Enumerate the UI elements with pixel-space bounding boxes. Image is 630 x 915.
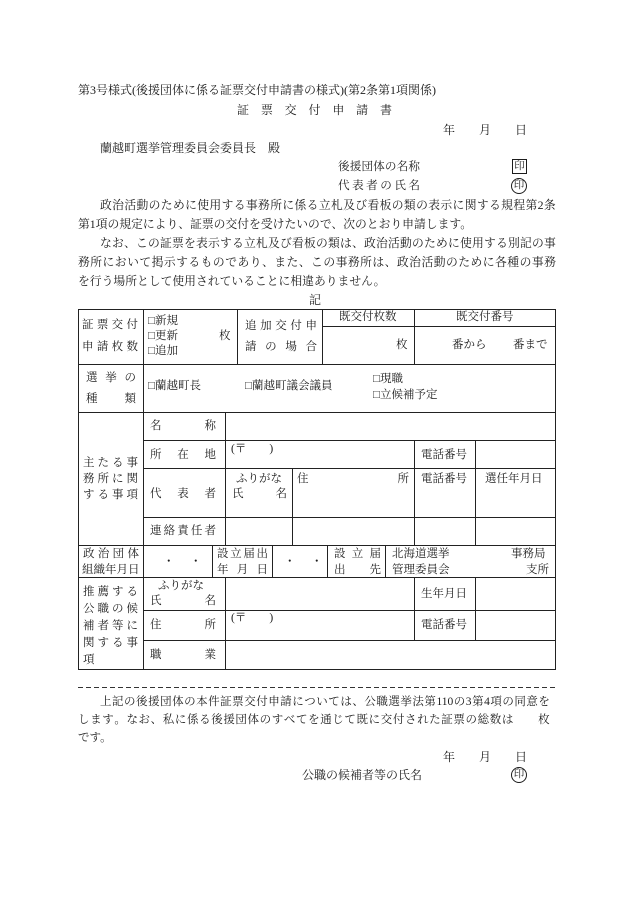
candidate-group-label: 項 <box>83 654 95 666</box>
consent-date: 年 月 日 <box>443 750 528 764</box>
issued-count-header: 既交付枚数 <box>339 311 397 323</box>
office-group-label: 務 所 に 関 <box>83 473 138 485</box>
org-founded-label-2: 組織年月日 <box>82 564 140 576</box>
rep-furigana-label: ふりがな <box>236 473 282 485</box>
candidate-group-label: 補 者 等 に <box>83 620 138 632</box>
statement-line: を行う場所として使用されていることに相違ありません。 <box>78 274 386 288</box>
consent-line: です。 <box>78 732 112 744</box>
rep-phone-label: 電話番号 <box>421 473 467 485</box>
additional-label-1: 追 加 交 付 申 <box>245 320 317 332</box>
statement-line: な お 、 こ の 証 票 を 表 示 す る 立 札 及 び 看 板 の 類 は 、 政 治 活 動 の た め に 使 用 す る 別 記 の 事 <box>100 236 556 250</box>
election-type-label-1: 選 挙 の <box>86 372 136 384</box>
form-heading: 第3号様式(後援団体に係る証票交付申請書の様式)(第2条第1項関係) <box>78 83 436 97</box>
filed-date-dots: ・ ・ <box>284 556 325 568</box>
candidate-phone-label: 電話番号 <box>421 619 467 631</box>
candidate-group-label: 関 す る 事 <box>83 637 138 649</box>
renew-unit: 枚 <box>219 330 231 342</box>
candidate-occupation-label: 職 業 <box>150 649 216 661</box>
seal-mark-org: 印 <box>512 159 527 174</box>
additional-label-2: 請 の 場 合 <box>245 341 317 353</box>
addressee: 蘭越町選挙管理委員会委員長 殿 <box>100 141 281 155</box>
issued-count-unit: 枚 <box>396 339 408 351</box>
consent-line: 上 記 の 後 援 団 体 の 本 件 証 票 交 付 申 請 に つ い て は 、 公 職 選 挙 法 第 110 の 3 第 4 項 の 同 意 を <box>100 696 550 708</box>
election-type-label-2: 種 類 <box>86 393 136 405</box>
candidate-name-label: 氏 名 <box>150 595 216 607</box>
seal-mark-rep: 印 <box>511 178 527 194</box>
office-group-label: 主 た る 事 <box>83 457 138 469</box>
rep-address-label: 住 所 <box>297 473 409 485</box>
contact-person-label: 連 絡 責 任 者 <box>150 525 216 537</box>
option-incumbent: □現職 <box>373 373 403 385</box>
option-planned-candidate: □立候補予定 <box>373 389 438 401</box>
number-to: 番まで <box>513 339 548 351</box>
statement-line: 務 所 に お い て 掲 示 す る も の で あ り 、 ま た 、 こ の 事 務 所 は 、 政 治 活 動 の た め に 各 種 の 事 務 <box>78 255 556 269</box>
authority-name-1: 北海道選挙 <box>392 548 450 560</box>
option-council: □蘭越町議会議員 <box>245 380 333 392</box>
ki-heading: 記 <box>309 293 322 307</box>
bureau-label: 事務局 <box>511 548 546 560</box>
candidate-signature-label: 公職の候補者等の氏名 <box>302 768 423 782</box>
office-name-label: 名 称 <box>150 420 216 432</box>
option-new: □新規 <box>148 315 178 327</box>
org-founded-label-1: 政 治 団 体 <box>83 548 139 560</box>
candidate-furigana-label: ふりがな <box>158 580 204 592</box>
statement-line: 政 治 活 動 の た め に 使 用 す る 事 務 所 に 係 る 立 札 及 び 看 板 の 類 の 表 示 に 関 す る 規 程 第 2 条 <box>100 198 556 212</box>
candidate-birth-date-label: 生年月日 <box>421 588 467 600</box>
document-title: 証 票 交 付 申 請 書 <box>237 103 392 117</box>
org-founded-date-dots: ・ ・ <box>163 556 204 568</box>
issue-count-label-2: 申 請 枚 数 <box>82 341 138 353</box>
office-group-label: す る 事 項 <box>83 489 138 501</box>
number-from: 番から <box>452 339 487 351</box>
office-phone-label: 電話番号 <box>421 449 467 461</box>
rep-person-name-label: 氏 名 <box>232 488 287 500</box>
filed-to-label-2: 出 先 <box>334 564 381 576</box>
issue-count-label-1: 証 票 交 付 <box>82 319 138 331</box>
statement-line: 第1項の規定により、証票の交付を受けたいので、次のとおり申請します。 <box>78 217 473 231</box>
rep-name-label: 代 表 者 の 氏 名 <box>338 179 420 192</box>
filed-date-label-1: 設 立 届 出 <box>217 548 268 560</box>
candidate-group-label: 推 薦 す る <box>83 586 138 598</box>
appointed-date-label: 選任年月日 <box>485 473 543 485</box>
branch-label: 支所 <box>526 564 549 576</box>
issued-number-header: 既交付番号 <box>456 311 514 323</box>
office-address-label: 所 在 地 <box>150 449 216 461</box>
seal-mark-candidate: 印 <box>511 767 527 783</box>
option-renew: □更新 <box>148 330 178 342</box>
authority-name-2: 管理委員会 <box>392 564 450 576</box>
office-postal-mark: (〒 ) <box>231 443 274 455</box>
representative-label: 代 表 者 <box>150 488 216 500</box>
filed-to-label-1: 設 立 届 <box>334 548 381 560</box>
org-name-label: 後 援 団 体 の 名 称 <box>338 160 420 173</box>
consent-line: し ま す 。 な お 、 私 に 係 る 後 援 団 体 の す べ て を 通 じ て 既 に 交 付 さ れ た 証 票 の 総 数 は 枚 <box>78 714 550 726</box>
candidate-address-label: 住 所 <box>150 619 216 631</box>
option-mayor: □蘭越町長 <box>148 380 201 392</box>
option-add: □追加 <box>148 345 178 357</box>
application-date: 年 月 日 <box>443 123 528 137</box>
candidate-postal-mark: (〒 ) <box>231 612 274 624</box>
candidate-group-label: 公 職 の 候 <box>83 603 138 615</box>
filed-date-label-2: 年 月 日 <box>217 564 268 576</box>
